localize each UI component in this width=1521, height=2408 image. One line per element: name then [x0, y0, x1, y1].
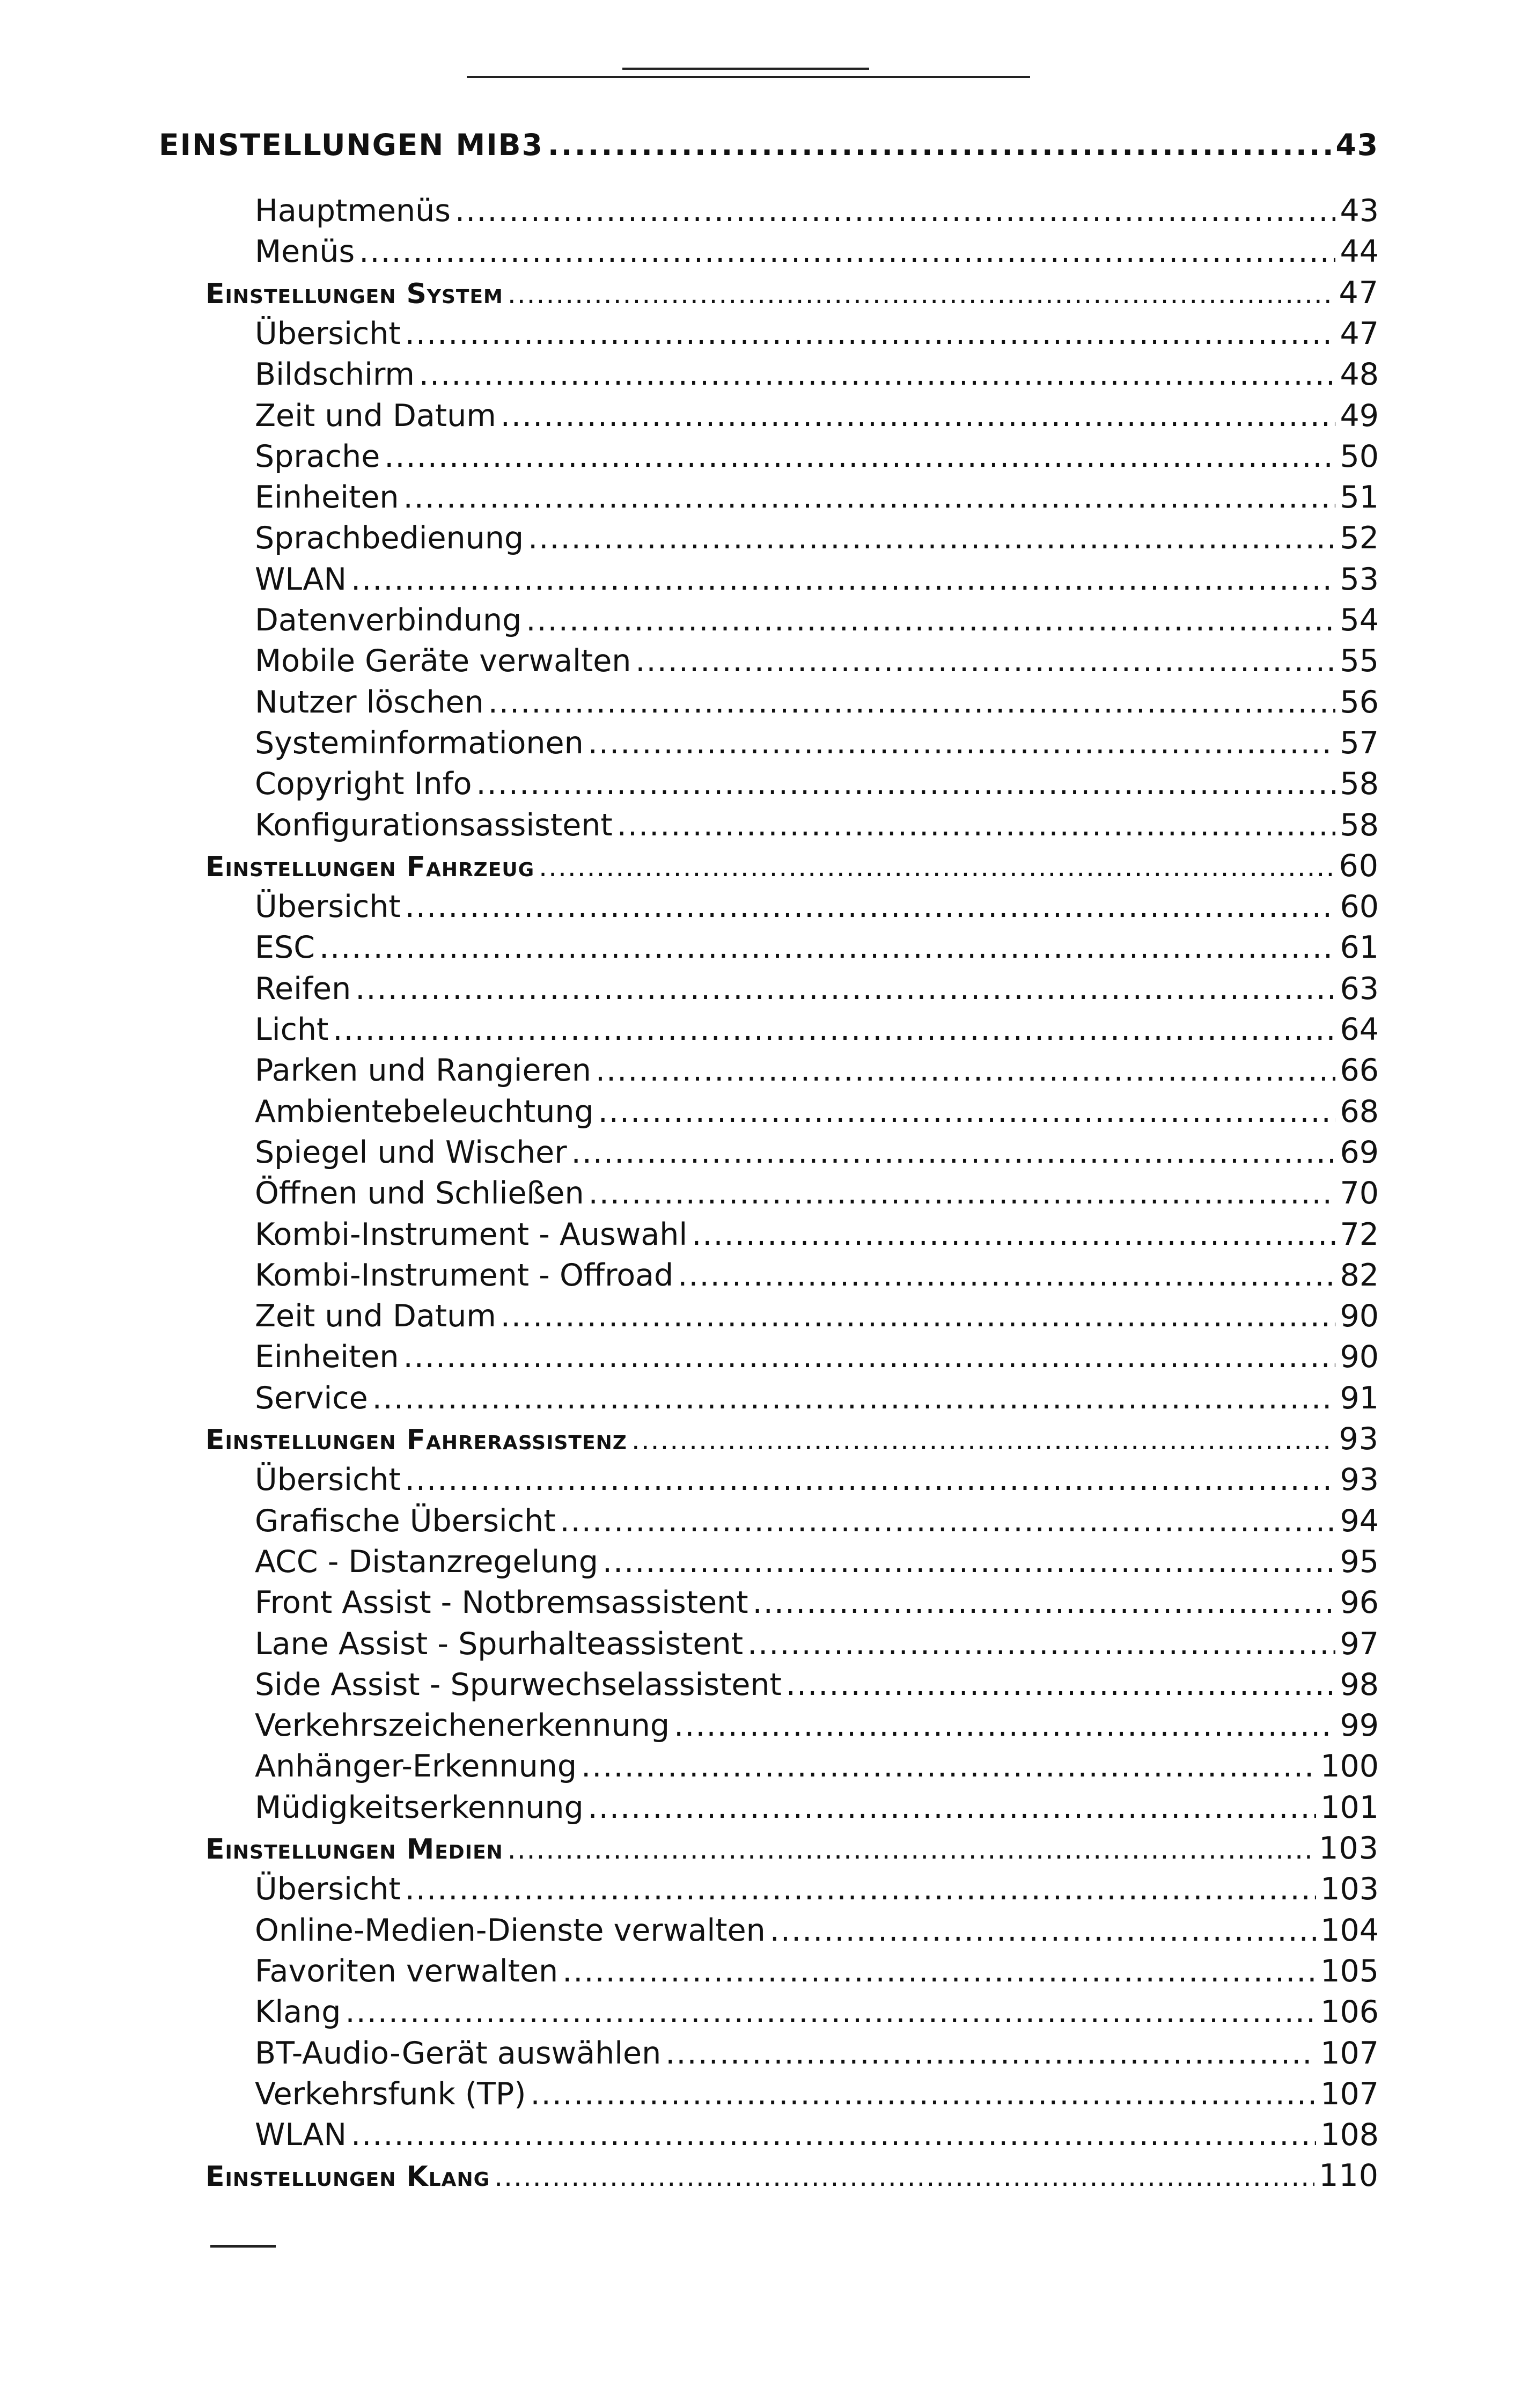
toc-entry-label: Mobile Geräte verwalten: [255, 643, 631, 679]
toc-entry[interactable]: [255, 807, 1379, 848]
toc-leader-dots: [403, 1339, 1336, 1375]
toc-leader-dots: [501, 398, 1336, 434]
toc-leader-dots: [351, 562, 1335, 597]
toc-entry-label: ESC: [255, 930, 315, 965]
toc-page-number: 93: [1339, 1421, 1379, 1457]
toc-entry-label: Reifen: [255, 971, 351, 1007]
toc-page-number: 57: [1340, 725, 1379, 761]
toc-entry-label: WLAN: [255, 2117, 347, 2153]
toc-entry[interactable]: [255, 398, 1379, 439]
toc-page-number: 100: [1320, 1749, 1379, 1784]
toc-entry[interactable]: [255, 1544, 1379, 1585]
toc-section-label: Einstellungen Klang: [205, 2161, 490, 2193]
toc-entry[interactable]: [255, 1871, 1379, 1912]
toc-entry[interactable]: [255, 1954, 1379, 1994]
toc-leader-dots: [508, 1834, 1314, 1865]
toc-entry[interactable]: [255, 725, 1379, 766]
toc-page-number: 68: [1340, 1094, 1379, 1129]
toc-chapter-label: EINSTELLUNGEN MIB3: [159, 128, 543, 162]
toc-leader-dots: [531, 2076, 1317, 2112]
toc-chapter-heading[interactable]: [159, 128, 1379, 168]
toc-entry-label: Service: [255, 1381, 368, 1416]
toc-entry-label: Hauptmenüs: [255, 193, 451, 229]
toc-page-number: 91: [1340, 1381, 1379, 1416]
toc-entry[interactable]: [255, 2036, 1379, 2076]
toc-entry[interactable]: [255, 1135, 1379, 1176]
toc-entry[interactable]: [255, 439, 1379, 480]
toc-entry[interactable]: [255, 562, 1379, 603]
toc-page-number: 110: [1319, 2158, 1379, 2193]
toc-entry-label: Favoriten verwalten: [255, 1954, 559, 1989]
toc-entry-label: Spiegel und Wischer: [255, 1135, 567, 1170]
toc-leader-dots: [588, 725, 1336, 761]
toc-entry-label: Verkehrszeichenerkennung: [255, 1708, 670, 1743]
toc-leader-dots: [405, 1462, 1336, 1497]
toc-entry-label: Einheiten: [255, 480, 399, 515]
toc-entry[interactable]: [255, 316, 1379, 357]
toc-section-heading[interactable]: [205, 1421, 1379, 1462]
toc-page-number: 50: [1340, 439, 1379, 474]
toc-leader-dots: [560, 1503, 1336, 1539]
toc-leader-dots: [405, 1871, 1316, 1907]
toc-leader-dots: [528, 520, 1335, 556]
toc-entry-label: Übersicht: [255, 1462, 401, 1497]
toc-page-number: 94: [1340, 1503, 1379, 1539]
toc-section-label: Einstellungen Fahrzeug: [205, 851, 535, 883]
toc-entry-label: Anhänger-Erkennung: [255, 1749, 577, 1784]
toc-leader-dots: [355, 971, 1335, 1007]
toc-page-number: 60: [1340, 889, 1379, 924]
toc-section-heading[interactable]: [205, 848, 1379, 889]
toc-entry-label: Müdigkeitserkennung: [255, 1790, 584, 1825]
toc-leader-dots: [508, 278, 1335, 310]
toc-entry[interactable]: [255, 766, 1379, 807]
toc-section-heading[interactable]: [205, 2158, 1379, 2199]
toc-page-number: 103: [1319, 1831, 1379, 1866]
toc-page-number: 51: [1340, 480, 1379, 515]
header-rule-short: [622, 68, 869, 70]
toc-page-number: 43: [1340, 193, 1379, 229]
toc-page-number: 93: [1340, 1462, 1379, 1497]
toc-page-number: 104: [1320, 1913, 1379, 1948]
toc-entry[interactable]: [255, 1913, 1379, 1954]
toc-section-heading[interactable]: [205, 275, 1379, 316]
toc-leader-dots: [786, 1667, 1336, 1702]
toc-entry[interactable]: [255, 480, 1379, 520]
toc-leader-dots: [419, 357, 1336, 392]
toc-entry-label: Lane Assist - Spurhalteassistent: [255, 1626, 744, 1662]
toc-entry-label: BT-Audio-Gerät auswählen: [255, 2036, 662, 2071]
toc-page-number: 66: [1340, 1053, 1379, 1088]
toc-section-label: Einstellungen Fahrerassistenz: [205, 1424, 627, 1456]
toc-page-number: 96: [1340, 1585, 1379, 1620]
toc-entry[interactable]: [255, 643, 1379, 684]
toc-leader-dots: [665, 2036, 1316, 2071]
toc-entry[interactable]: [255, 1258, 1379, 1298]
toc-chapter-page: 43: [1335, 128, 1379, 162]
toc-entry-label: Sprache: [255, 439, 380, 474]
toc-page-number: 60: [1339, 848, 1379, 884]
toc-leader-dots: [598, 1094, 1336, 1129]
toc-leader-dots: [635, 643, 1335, 679]
toc-entry-label: Konfigurationsassistent: [255, 807, 613, 843]
toc-entry-label: Sprachbedienung: [255, 520, 524, 556]
toc-leader-dots: [539, 851, 1334, 883]
toc-leader-dots: [372, 1381, 1336, 1416]
toc-entry[interactable]: [255, 1667, 1379, 1708]
toc-page-number: 99: [1340, 1708, 1379, 1743]
toc-entry[interactable]: [255, 234, 1379, 275]
toc-entry-label: Klang: [255, 1994, 341, 2030]
toc-page-number: 56: [1340, 685, 1379, 720]
toc-page-number: 72: [1340, 1217, 1379, 1252]
toc-entry[interactable]: [255, 1626, 1379, 1667]
toc-entry[interactable]: [255, 1298, 1379, 1339]
toc-entry-label: Datenverbindung: [255, 603, 522, 638]
toc-entry-label: Übersicht: [255, 316, 401, 351]
toc-entry-label: Licht: [255, 1012, 329, 1047]
toc-page-number: 44: [1340, 234, 1379, 269]
toc-leader-dots: [494, 2161, 1314, 2192]
toc-entry-label: Verkehrsfunk (TP): [255, 2076, 526, 2112]
toc-entry-label: Ambientebeleuchtung: [255, 1094, 594, 1129]
toc-leader-dots: [747, 1626, 1335, 1662]
toc-entry-label: Übersicht: [255, 889, 401, 924]
toc-entry[interactable]: [255, 1217, 1379, 1258]
toc-page-number: 90: [1340, 1339, 1379, 1375]
toc-leader-dots: [455, 193, 1335, 229]
toc-entry-label: Systeminformationen: [255, 725, 584, 761]
toc-section-heading[interactable]: [205, 1831, 1379, 1871]
toc-leader-dots: [403, 480, 1336, 515]
toc-leader-dots: [692, 1217, 1335, 1252]
toc-page-number: 69: [1340, 1135, 1379, 1170]
toc-page-number: 58: [1340, 766, 1379, 802]
toc-page-number: 48: [1340, 357, 1379, 392]
toc-leader-dots: [589, 1176, 1336, 1211]
toc-entry-label: Kombi-Instrument - Auswahl: [255, 1217, 688, 1252]
toc-leader-dots: [405, 889, 1336, 924]
toc-page-number: 52: [1340, 520, 1379, 556]
toc-leader-dots: [631, 1425, 1335, 1456]
toc-entry-label: Kombi-Instrument - Offroad: [255, 1258, 674, 1293]
toc-page-number: 70: [1340, 1176, 1379, 1211]
toc-entry[interactable]: [255, 2076, 1379, 2117]
toc-section-label: Einstellungen System: [205, 278, 503, 310]
toc-entry-label: Übersicht: [255, 1871, 401, 1907]
toc-leader-dots: [548, 128, 1332, 162]
toc-page-number: 64: [1340, 1012, 1379, 1047]
toc-entry[interactable]: [255, 1994, 1379, 2035]
toc-entry[interactable]: [255, 193, 1379, 234]
toc-entry-label: Bildschirm: [255, 357, 415, 392]
toc-entry-label: Zeit und Datum: [255, 1298, 496, 1334]
toc-section-label: Einstellungen Medien: [205, 1833, 503, 1866]
toc-page-number: 82: [1340, 1258, 1379, 1293]
toc-entry[interactable]: [255, 1339, 1379, 1380]
toc-page-number: 47: [1340, 316, 1379, 351]
toc-entry[interactable]: [255, 889, 1379, 930]
toc-entry-label: Nutzer löschen: [255, 685, 484, 720]
toc-page-number: 108: [1320, 2117, 1379, 2153]
toc-leader-dots: [602, 1544, 1336, 1580]
toc-page-number: 54: [1340, 603, 1379, 638]
toc-entry[interactable]: [255, 1585, 1379, 1626]
toc-leader-dots: [571, 1135, 1336, 1170]
toc-entry[interactable]: [255, 1462, 1379, 1503]
toc-entry[interactable]: [255, 1708, 1379, 1749]
header-rule: [467, 76, 1030, 78]
toc-entry[interactable]: [255, 1749, 1379, 1789]
toc-entry-label: Copyright Info: [255, 766, 472, 802]
toc-leader-dots: [596, 1053, 1336, 1088]
toc-leader-dots: [617, 807, 1336, 843]
toc-leader-dots: [501, 1298, 1336, 1334]
toc-leader-dots: [351, 2117, 1316, 2153]
toc-page-number: 97: [1340, 1626, 1379, 1662]
toc-entry-label: Einheiten: [255, 1339, 399, 1375]
toc-leader-dots: [526, 603, 1335, 638]
toc-entry[interactable]: [255, 685, 1379, 725]
toc-page-number: 61: [1340, 930, 1379, 965]
toc-leader-dots: [333, 1012, 1335, 1047]
toc-page-number: 107: [1320, 2036, 1379, 2071]
toc-entry-label: Side Assist - Spurwechselassistent: [255, 1667, 782, 1702]
toc-entry[interactable]: [255, 1790, 1379, 1831]
toc-page-number: 103: [1320, 1871, 1379, 1907]
toc-leader-dots: [562, 1954, 1316, 1989]
toc-leader-dots: [678, 1258, 1335, 1293]
toc-page-number: 47: [1339, 275, 1379, 311]
toc-leader-dots: [384, 439, 1335, 474]
toc-entry[interactable]: [255, 520, 1379, 561]
toc-page-number: 101: [1320, 1790, 1379, 1825]
toc-leader-dots: [581, 1749, 1316, 1784]
toc-page-number: 63: [1340, 971, 1379, 1007]
toc-entry[interactable]: [255, 1503, 1379, 1544]
toc-page-number: 58: [1340, 807, 1379, 843]
toc-entry[interactable]: [255, 930, 1379, 971]
toc-entry[interactable]: [255, 1176, 1379, 1216]
toc-entry[interactable]: [255, 603, 1379, 643]
toc-leader-dots: [770, 1913, 1316, 1948]
toc-entry[interactable]: [255, 2117, 1379, 2158]
toc-leader-dots: [674, 1708, 1335, 1743]
toc-leader-dots: [319, 930, 1335, 965]
footer-rule: [210, 2245, 276, 2248]
toc-leader-dots: [359, 234, 1335, 269]
toc-page-number: 98: [1340, 1667, 1379, 1702]
toc-entry-label: Grafische Übersicht: [255, 1503, 556, 1539]
toc-entry-label: Menüs: [255, 234, 355, 269]
toc-leader-dots: [753, 1585, 1336, 1620]
toc-page-number: 95: [1340, 1544, 1379, 1580]
toc-entry[interactable]: [255, 357, 1379, 398]
toc-entry-label: Zeit und Datum: [255, 398, 496, 434]
toc-entry[interactable]: [255, 971, 1379, 1012]
toc-page-number: 53: [1340, 562, 1379, 597]
toc-page-number: 105: [1320, 1954, 1379, 1989]
toc-page-number: 107: [1320, 2076, 1379, 2112]
toc-entry[interactable]: [255, 1053, 1379, 1093]
toc-page-number: 106: [1320, 1994, 1379, 2030]
toc-entry[interactable]: [255, 1094, 1379, 1135]
toc-entry-label: Parken und Rangieren: [255, 1053, 591, 1088]
toc-page-number: 90: [1340, 1298, 1379, 1334]
toc-leader-dots: [345, 1994, 1316, 2030]
toc-entry-label: Öffnen und Schließen: [255, 1176, 584, 1211]
toc-entry[interactable]: [255, 1381, 1379, 1421]
toc-leader-dots: [476, 766, 1336, 802]
toc-leader-dots: [588, 1790, 1317, 1825]
toc-leader-dots: [405, 316, 1336, 351]
toc-entry-label: Online-Medien-Dienste verwalten: [255, 1913, 766, 1948]
toc-entry-label: WLAN: [255, 562, 347, 597]
toc-entry-label: ACC - Distanzregelung: [255, 1544, 598, 1580]
toc-page-number: 49: [1340, 398, 1379, 434]
toc-entry[interactable]: [255, 1012, 1379, 1053]
toc-page-number: 55: [1340, 643, 1379, 679]
toc-leader-dots: [488, 685, 1336, 720]
toc-entry-label: Front Assist - Notbremsassistent: [255, 1585, 748, 1620]
